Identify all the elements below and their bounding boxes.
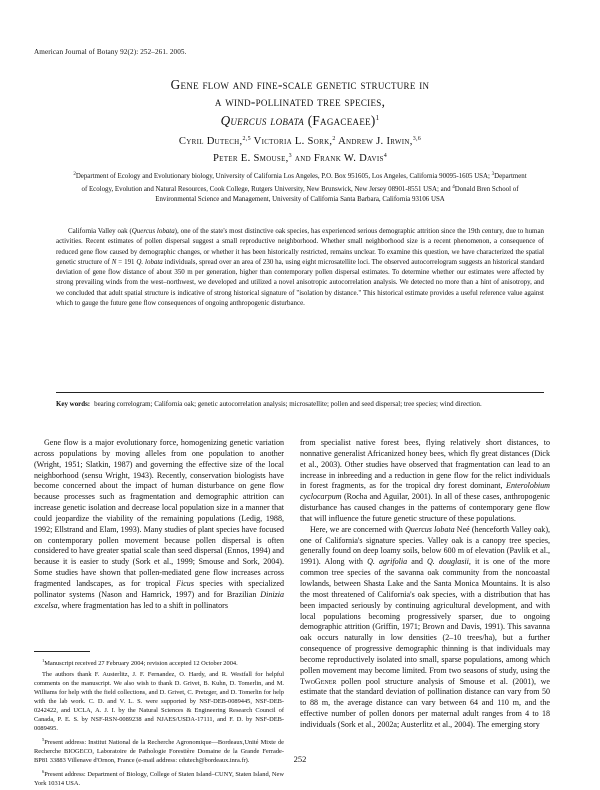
author-affil-mark: 4 [383, 153, 388, 159]
body-text: Gene flow is a major evolutionary force, homogenizing genetic variation across populations by moving alleles from one population to another (Wright, 1951; Slatkin, 1987) and governing the effective size of the local neighborhood (sensu Wright, 1943). Recently, conservation biologists have become concerned about the impact of human disturbance on gene flow because processes such as fragmentation and demographic attrition can increase genetic isolation and decrease local population size in a manner that could jeopardize the viability of the remaining populations (Ledig, 1988, 1992; Ellstrand and Elam, 1993). Many studies of plant species have focused on contemporary pollen movement because pollen dispersal is often considered to have greater spatial scale than seed dispersal (Ennos, 1994) and because it is easier to study (Sork et al., 1999; Smouse and Sork, 2004). Some studies have shown that pollen-mediated gene flow increases across fragmented landscapes, as for tropical [34, 438, 284, 588]
body-text: Neé (henceforth Valley oak), one of California's signature species. Valley oak is a canopy tree species, generally found on deep loamy soils, below 600 m of elevation (Pavlik et al., 1991). Along with [300, 524, 551, 567]
abstract-italic: N [111, 257, 117, 266]
author-smouse: Peter E. Smouse, [212, 153, 289, 164]
body-paragraph [300, 438, 550, 525]
footnote-text: Present address: Institut National de la Recherche Agronomique—Bordeaux,Unité Mixte de Recherche BIOGECO, Laboratoire de Pathologie Forestière Domaine de la Grande Ferrade-BP81 33883 Villenave d'Ornon, France (e-mail address: cdutech@bordeaux.inra.fr). [34, 739, 284, 764]
author-davis: and Frank W. Davis [291, 153, 384, 164]
footnote-rule [34, 651, 90, 652]
body-column-right [300, 438, 550, 731]
abstract-italic: Q. lobata [136, 257, 163, 266]
footnote-manuscript [34, 656, 284, 668]
body-text: (Rocha and Aguilar, 2001). In all of these cases, anthropogenic disturbance has caused changes in the patterns of contemporary gene flow that will influence the future genetic structure of these populations. [300, 492, 550, 523]
abstract-text: = 191 [116, 257, 137, 266]
title-line-3 [40, 110, 560, 129]
body-paragraph [34, 438, 284, 612]
keywords-rule [56, 392, 544, 393]
body-italic: Enterolobium cyclocarpum [300, 481, 550, 502]
keywords-label: Key words: [56, 400, 91, 408]
body-italic: Quercus lobata [404, 524, 455, 534]
title-line-1: Gene flow and fine-scale genetic structure in [170, 77, 430, 92]
body-text: Here, we are concerned with [310, 524, 405, 534]
author-sork: Victoria L. Sork, [250, 136, 333, 147]
body-italic: Q. agrifolia [367, 557, 408, 567]
affiliation-ucsb: Donald Bren School of Environmental Science and Management, University of California Santa Barbara, California 93106 USA [155, 185, 519, 203]
abstract-italic: Quercus lobata [131, 227, 175, 235]
body-smallcaps: TwoGener [300, 676, 337, 686]
page-number: 252 [293, 754, 307, 764]
footnote-acknowledgments [34, 670, 284, 733]
body-text: , where fragmentation has led to a shift in pollinators [57, 600, 228, 610]
title-family: (Fagaceaee) [304, 113, 376, 128]
body-italic: Ficus [176, 578, 194, 588]
author-affil-mark: 2 [332, 136, 336, 142]
body-text: species with specialized pollinator systems (Nason and Hamrick, 1997) and for Brazilian [34, 578, 284, 599]
author-line-2 [40, 149, 560, 166]
body-text: from specialist native forest bees, flying relatively short distances, to nonnative generalist Africanized honey bees, which fly great distances (Dick et al., 2003). Other studies have observed that fragmentation can lead to an increase in inbreeding and a reduction in gene flow for the relict individuals in forest fragments, as for the tropical dry forest dominant, [300, 438, 550, 491]
affiliation-ucla: Department of Ecology and Evolutionary biology, University of California Los Angeles, P.O. Box 951605, Los Angeles, California 90095-1605 USA; [75, 173, 492, 180]
title-line-2: a wind-pollinated tree species, [214, 94, 386, 109]
affil-mark: 2 [73, 172, 76, 177]
author-dutech: Cyril Dutech, [178, 136, 243, 147]
author-list [40, 132, 560, 166]
author-affil-mark: 3 [288, 153, 292, 159]
footnote-address-6 [34, 767, 284, 788]
footnote-mark: 5 [42, 737, 45, 742]
footnote-text: Present address: Department of Biology, College of Staten Island–CUNY, Staten Island, New York 10314 USA. [34, 771, 284, 787]
affil-mark: 3 [491, 172, 495, 177]
footnote-text: The authors thank F. Austerlitz, J. F. Fernandez, O. Hardy, and R. Westfall for helpful comments on the manuscript. We also wish to thank D. Grivet, B. Kuhn, D. Tomerlin, and M. Williams for help with the field collections, and D. Grivet, C. Pretzger, and D. Tomerlin for help with the lab work. C. D. and V. L. S. were supported by NSF-DEB-0089445, NSF-DEB-0242422, and UCLA, A. J. I. by the Natural Sciences & Engineering Research Council of Canada, P. E. S. by NSF-RSN-0089238 and NJAES/USDA-17111, and F. D. by NSF-DEB-0089495. [34, 671, 284, 732]
body-text: and [407, 557, 427, 567]
abstract-text: ), one of the state's most distinctive oak species, has experienced serious demographic attrition since the 19th century, due to human activities. Recent estimates of pollen dispersal suggest a small reproductive neighborhood. Whether small neighborhood size is a recent phenomenon, a consequence of reduced gene flow caused by demographic changes, or whether it has been historically restricted, remains unclear. To examine this question, we have characterized the spatial genetic structure of [56, 227, 544, 266]
author-irwin: Andrew J. Irwin, [335, 136, 413, 147]
body-text: , it is one of the more common tree species of the savanna oak community from the noncoastal lowlands, between Shasta Lake and the Santa Monica Mountains. It is also the most threatened of California's oak species, with a distribution that has been impacted seriously by continuing agricultural development, and with local populations becoming progressively sparser, due to ongoing demographic attrition (Griffin, 1971; Brown and Davis, 1991). This savanna oak occurs naturally in low densities (2–10 trees/ha), but a further consequence of progressive demographic thinning is that individuals may become reproductively isolated into small, sparse populations, among which pollen movement may become limited. From two seasons of study, using the [300, 557, 550, 675]
footnotes [34, 656, 284, 790]
affiliation-rutgers: Department of Ecology, Evolution and Natural Resources, Cook College, Rutgers University, New Brunswick, New Jersey 08901-8551 USA; and [81, 173, 527, 193]
author-affil-mark: 3,6 [412, 136, 422, 142]
title-footnote-mark: 1 [375, 114, 380, 122]
affiliations [70, 170, 530, 206]
body-italic: Dinizia excelsa [34, 589, 284, 610]
article-title [40, 76, 560, 129]
abstract [56, 226, 544, 308]
author-affil-mark: 2,5 [242, 136, 251, 142]
footnote-mark: 1 [42, 658, 45, 663]
footnote-mark: 6 [42, 769, 45, 774]
journal-citation: American Journal of Botany 92(2): 252–261. 2005. [34, 48, 187, 56]
abstract-text: California Valley oak ( [68, 227, 132, 235]
footnote-text: Manuscript received 27 February 2004; revision accepted 12 October 2004. [44, 660, 238, 667]
body-italic: Q. douglasii [426, 557, 469, 567]
abstract-text: individuals, spread over an area of 230 ha, using eight microsatellite loci. The observed autocorrelogram suggests an historical standard deviation of gene flow distance of about 350 m per generation, higher than contemporary pollen dispersal estimates. To determine whether our estimates were affected by strong prevailing winds from the west–northwest, we developed and utilized a novel anisotropic autocorrelation analysis. We detected no more than a hint of anisotropy, and we concluded that adult spatial structure is indicative of strong historical signature of "isolation by distance." This historical estimate provides a useful reference value against which to gauge the future gene flow consequences of ongoing anthropogenic disturbance. [56, 257, 544, 308]
title-species: Quercus lobata [220, 113, 305, 128]
body-paragraph [300, 525, 550, 731]
body-column-left [34, 438, 284, 612]
keywords-text: bearing correlogram; California oak; genetic autocorrelation analysis; microsatellite; pollen and seed dispersal; tree species; wind direction. [94, 400, 482, 408]
keywords [56, 399, 544, 409]
author-line-1 [40, 132, 560, 149]
body-text: pollen pool structure analysis of Smouse et al. (2001), we estimate that the standard deviation of pollination distance can vary from 50 to 88 m, the average distance can vary between 64 and 110 m, and the effective number of pollen donors per maternal adult ranges from 4 to 18 individuals (Sork et al., 2002a; Austerlitz et al., 2004). The emerging story [300, 676, 550, 729]
affil-mark: 4 [452, 184, 455, 190]
